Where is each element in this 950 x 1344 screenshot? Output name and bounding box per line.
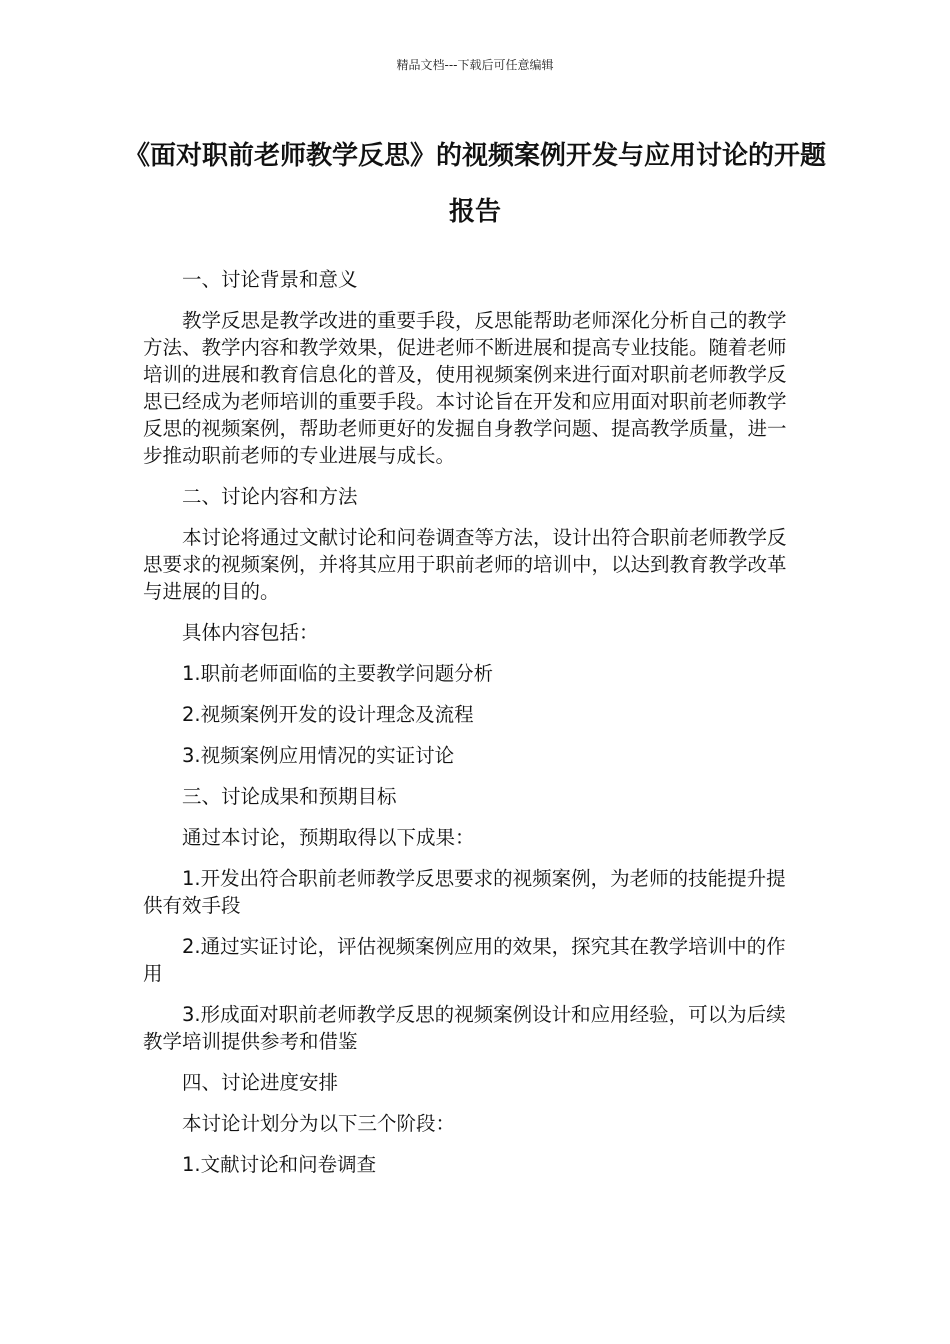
- document-title: 《面对职前老师教学反思》的视频案例开发与应用讨论的开题报告: [123, 141, 826, 227]
- paragraph-method: 本讨论将通过文献讨论和问卷调查等方法，设计出符合职前老师教学反思要求的视频案例，并将其应用于职前老师的培训中，以达到教育教学改革与进展的目的。: [143, 526, 787, 603]
- paragraph-results-intro: 通过本讨论，预期取得以下成果：: [182, 826, 475, 849]
- list-item-content-2: 2.视频案例开发的设计理念及流程: [182, 703, 474, 726]
- list-item-result-1: 1.开发出符合职前老师教学反思要求的视频案例，为老师的技能提升提供有效手段: [143, 867, 786, 917]
- list-item-result-2: 2.通过实证讨论，评估视频案例应用的效果，探究其在教学培训中的作用: [143, 935, 786, 985]
- section-heading-results: 三、讨论成果和预期目标: [182, 785, 397, 808]
- page-header: 精品文档---下载后可任意编辑: [396, 58, 554, 72]
- section-heading-content-method: 二、讨论内容和方法: [182, 485, 358, 508]
- section-heading-background: 一、讨论背景和意义: [182, 268, 358, 291]
- paragraph-background: 教学反思是教学改进的重要手段，反思能帮助老师深化分析自己的教学方法、教学内容和教学效果，促进老师不断进展和提高专业技能。随着老师培训的进展和教育信息化的普及，使用视频案例来进行面对职前老师教学反思已经成为老师培训的重要手段。本讨论旨在开发和应用面对职前老师教学反思的视频案例，帮助老师更好的发掘自身教学问题、提高教学质量，进一步推动职前老师的专业进展与成长。: [143, 309, 787, 467]
- document-body: [143, 266, 803, 1192]
- paragraph-specific-content: 具体内容包括：: [182, 621, 319, 644]
- list-item-result-3: 3.形成面对职前老师教学反思的视频案例设计和应用经验，可以为后续教学培训提供参考和借鉴: [143, 1003, 786, 1053]
- list-item-content-3: 3.视频案例应用情况的实证讨论: [182, 744, 455, 767]
- section-heading-schedule: 四、讨论进度安排: [182, 1071, 339, 1094]
- list-item-schedule-1: 1.文献讨论和问卷调查: [182, 1153, 377, 1176]
- list-item-content-1: 1.职前老师面临的主要教学问题分析: [182, 662, 494, 685]
- paragraph-schedule-intro: 本讨论计划分为以下三个阶段：: [182, 1112, 456, 1135]
